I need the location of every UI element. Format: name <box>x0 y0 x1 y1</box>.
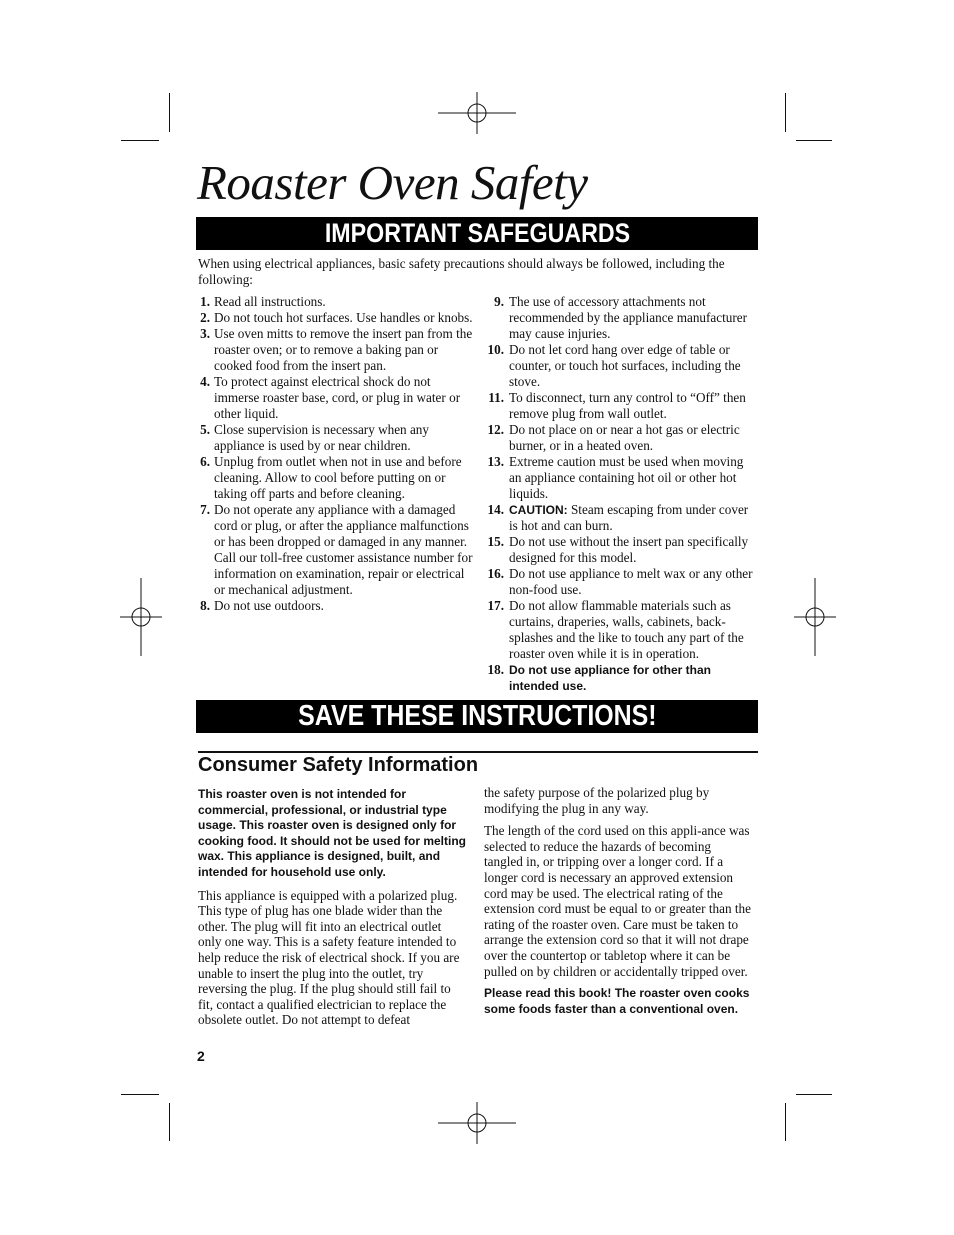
item-number: 8. <box>200 598 210 613</box>
item-text: Do not use without the insert pan specifically designed for this model. <box>509 534 749 565</box>
item-number: 4. <box>200 374 210 389</box>
safeguards-list-left <box>198 294 473 614</box>
registration-mark-icon <box>438 1102 516 1144</box>
list-item <box>198 502 473 598</box>
item-number: 9. <box>494 294 504 309</box>
usage-notice: This roaster oven is not intended for commercial, professional, or industrial type usage. This roaster oven is designed only for cooking food. It should not be used for melting wax. This appliance is designed, built, and intended for household use only. <box>198 787 466 879</box>
item-text: To disconnect, turn any control to “Off” then remove plug from wall outlet. <box>509 390 746 421</box>
list-item <box>484 454 759 502</box>
item-text: Close supervision is necessary when any appliance is used by or near children. <box>214 422 429 453</box>
cord-paragraph: The length of the cord used on this appli-ance was selected to reduce the hazards of becoming tangled in, or tripping over a longer cord. If a longer cord is necessary an approved extension cord may be used. The electrical rating of the extension cord must be equal to or greater than the rating of the roaster oven. Care must be taken to arrange the extension cord so that it will not drape over the countertop or tabletop where it can be pulled on by children or accidentally tripped over. <box>484 823 751 979</box>
item-number: 7. <box>200 502 210 517</box>
crop-mark <box>785 1103 786 1141</box>
item-number: 14. <box>487 502 504 517</box>
closing-note: Please read this book! The roaster oven cooks some foods faster than a conventional oven. <box>484 986 750 1016</box>
list-item <box>484 422 759 454</box>
list-item <box>484 390 759 422</box>
list-item <box>484 534 759 566</box>
crop-mark <box>796 1094 832 1095</box>
item-text: Do not use outdoors. <box>214 598 324 613</box>
item-number: 16. <box>487 566 504 581</box>
banner-label: SAVE THESE INSTRUCTIONS! <box>297 700 657 732</box>
item-number: 17. <box>487 598 504 613</box>
polarized-plug-continued: the safety purpose of the polarized plug by modifying the plug in any way. <box>484 785 710 816</box>
safeguards-list-right <box>484 294 759 694</box>
list-item <box>198 326 473 374</box>
consumer-column-right <box>484 785 752 1024</box>
item-number: 10. <box>487 342 504 357</box>
item-text: Do not use appliance to melt wax or any other non-food use. <box>509 566 753 597</box>
item-lead: CAUTION: <box>509 503 568 517</box>
crop-mark <box>121 1094 159 1095</box>
list-item <box>198 294 473 310</box>
list-item <box>198 374 473 422</box>
item-number: 3. <box>200 326 210 341</box>
item-text: Do not touch hot surfaces. Use handles or knobs. <box>214 310 473 325</box>
registration-mark-icon <box>438 92 516 134</box>
item-number: 13. <box>487 454 504 469</box>
item-number: 11. <box>488 390 504 405</box>
list-item <box>198 454 473 502</box>
save-instructions-banner <box>196 700 758 733</box>
crop-mark <box>785 93 786 132</box>
list-item <box>484 342 759 390</box>
item-text: To protect against electrical shock do not immerse roaster base, cord, or plug in water or other liquid. <box>214 374 461 421</box>
item-text: Do not use appliance for other than intended use. <box>509 663 712 693</box>
item-text: Unplug from outlet when not in use and before cleaning. Allow to cool before putting on or taking off parts and before cleaning. <box>214 454 462 501</box>
list-item <box>484 598 759 662</box>
list-item <box>198 598 473 614</box>
item-number: 1. <box>200 294 210 309</box>
item-text: Steam escaping from under cover is hot and can burn. <box>509 502 749 533</box>
item-text: Do not operate any appliance with a damaged cord or plug, or after the appliance malfunctions or has been dropped or damaged in any manner. Call our toll-free customer assistance number for information on examination, repair or electrical or mechanical adjustment. <box>214 502 473 597</box>
intro-text: When using electrical appliances, basic safety precautions should always be followed, including the following: <box>198 256 725 287</box>
list-item <box>484 662 759 694</box>
crop-mark <box>169 1103 170 1141</box>
list-item <box>484 502 759 534</box>
crop-mark <box>121 140 159 141</box>
section-heading: Consumer Safety Information <box>198 754 479 776</box>
registration-mark-icon <box>794 578 836 656</box>
item-number: 5. <box>200 422 210 437</box>
item-number: 12. <box>487 422 504 437</box>
polarized-plug-paragraph: This appliance is equipped with a polarized plug. This type of plug has one blade wider than the other. The plug will fit into an electrical outlet only one way. This is a safety feature intended to help reduce the risk of electrical shock. If you are unable to insert the plug into the outlet, try reversing the plug. If the plug should still fail to fit, contact a qualified electrician to replace the obsolete outlet. Do not attempt to defeat <box>198 887 460 1028</box>
important-safeguards-banner <box>196 217 758 250</box>
item-text: Do not place on or near a hot gas or electric burner, or in a heated oven. <box>509 422 740 453</box>
item-text: Extreme caution must be used when moving an appliance containing hot oil or other hot liquids. <box>509 454 744 501</box>
item-text: The use of accessory attachments not recommended by the appliance manufacturer may cause injuries. <box>509 294 747 341</box>
item-number: 2. <box>200 310 210 325</box>
list-item <box>198 310 473 326</box>
banner-label: IMPORTANT SAFEGUARDS <box>324 218 630 248</box>
item-text: Use oven mitts to remove the insert pan from the roaster oven; or to remove a baking pan or cooked food from the insert pan. <box>214 326 473 373</box>
page-title: Roaster Oven Safety <box>197 155 588 210</box>
item-number: 18. <box>487 662 504 677</box>
list-item <box>198 422 473 454</box>
crop-mark <box>169 93 170 132</box>
crop-mark <box>796 140 832 141</box>
item-text: Do not let cord hang over edge of table or counter, or touch hot surfaces, including the stove. <box>509 342 741 389</box>
list-item <box>484 566 759 598</box>
item-text: Do not allow flammable materials such as curtains, draperies, walls, cabinets, back-splashes and the like to touch any part of the roaster oven while it is in operation. <box>509 598 744 661</box>
item-text: Read all instructions. <box>214 294 326 309</box>
list-item <box>484 294 759 342</box>
item-number: 15. <box>487 534 504 549</box>
consumer-column-left <box>198 787 466 1035</box>
item-number: 6. <box>200 454 210 469</box>
registration-mark-icon <box>120 578 162 656</box>
page-number: 2 <box>197 1048 205 1064</box>
